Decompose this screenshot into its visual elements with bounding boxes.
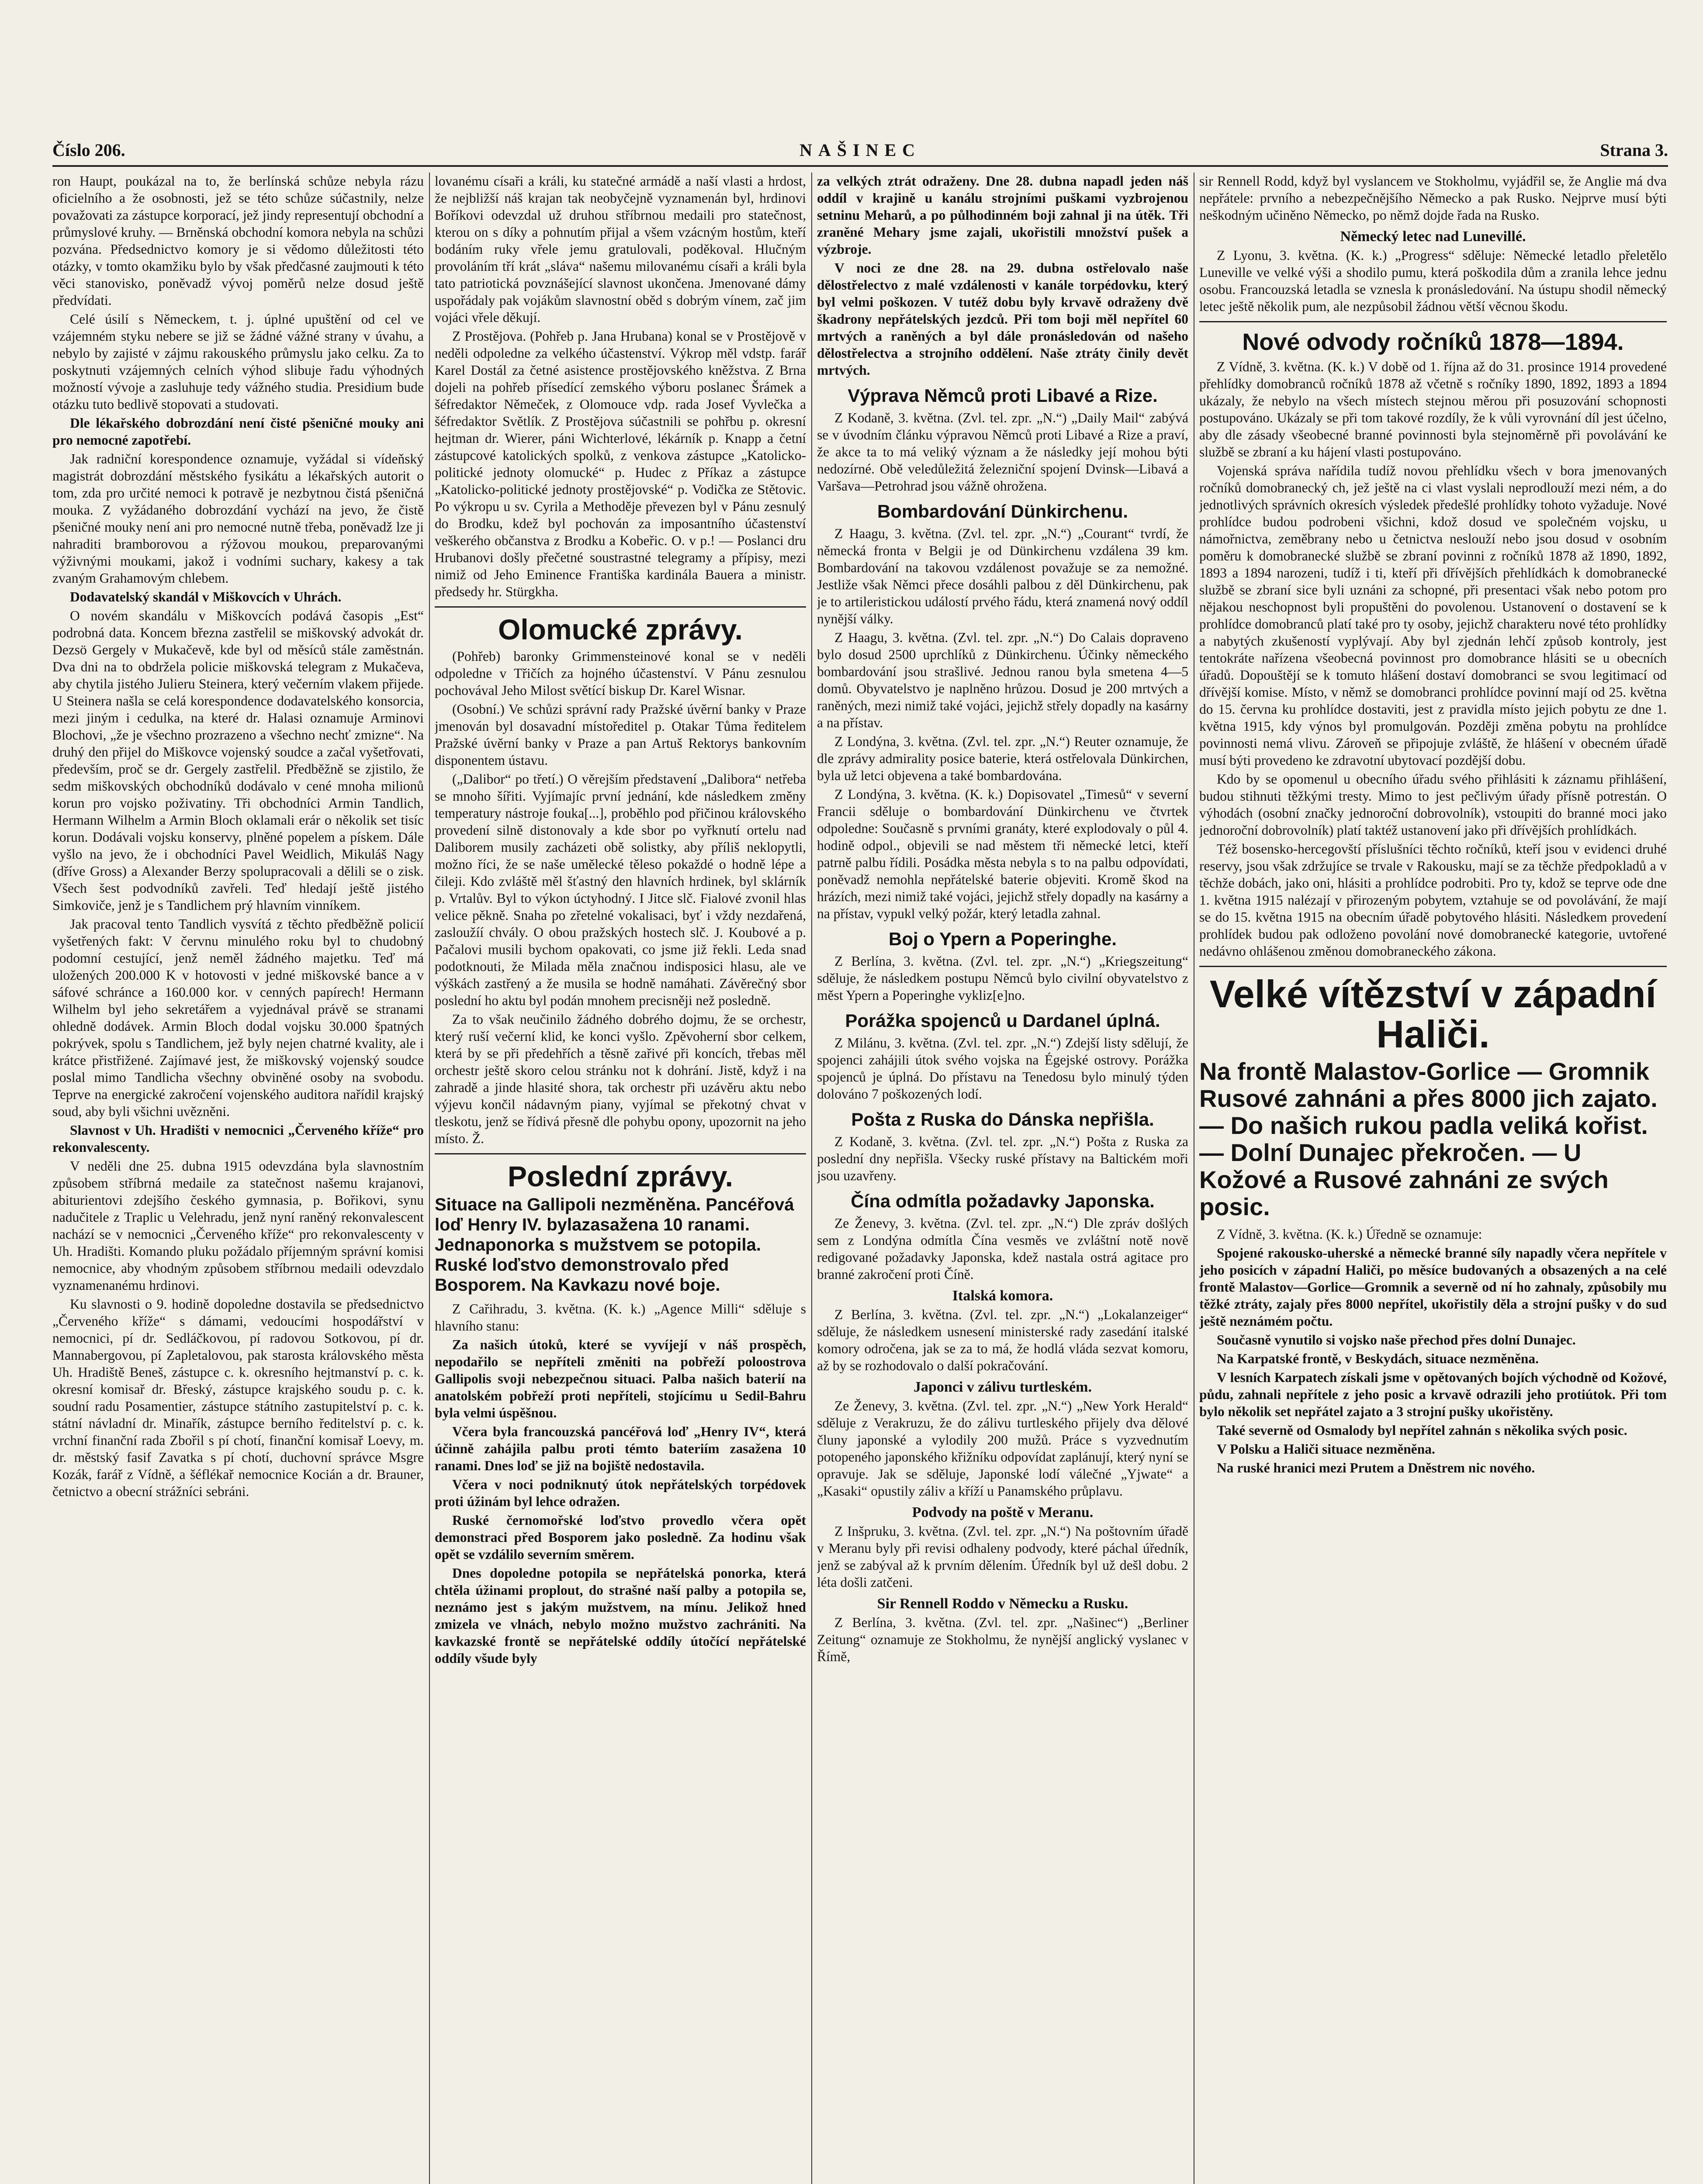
article-paragraph: ron Haupt, poukázal na to, že berlínská schůze nebyla rázu oficielního a že osobnosti, jež se této schůze súčastnily, nelze považovati za zástupce korporací, jež jindy representují obchodní a průmyslové kruhy. — Brněnská obchodní komora nebyla na schůzi pozvána. Předsednictvo komory je si vědomo důležitosti této otázky, v tomto okamžiku bylo by však předčasné zaujmouti k této věci stanovisko, poněvadž vývoj poměrů nelze dosud ještě předvídati. <box>52 173 424 308</box>
section-rule <box>1199 966 1667 967</box>
article-paragraph: V noci ze dne 28. na 29. dubna ostřelovalo naše dělostřelectvo z malé vzdálenosti v kanále torpédovku, který byl velmi poškozen. V tutéž dobu byly krvavě odraženy dvě škadrony nepřátelských jezdců. Při tom boji měl nepřítel 60 mrtvých a raněných a byl dále pronásledován od našeho dělostřelectva a strojního oddělení. Naše ztráty činily devět mrtvých. <box>817 260 1188 378</box>
article-paragraph: Z Berlína, 3. května. (Zvl. tel. zpr. „Našinec“) „Berliner Zeitung“ oznamuje ze Stokholmu, že nynější anglický vyslanec v Římě, <box>817 1615 1188 1664</box>
newspaper-title: NAŠINEC <box>799 140 921 160</box>
article-paragraph: V lesních Karpatech získali jsme v opětovaných bojích východně od Kožové, půdu, zahnali nepřítele z jeho posic a krvavě odrazili jeho protiútok. Při tom bylo několik set nepřátel zajato a 3 strojní pušky ukořistěny. <box>1199 1370 1667 1419</box>
article-paragraph: Ze Ženevy, 3. května. (Zvl. tel. zpr. „N.“) „New York Herald“ sděluje z Verakruzu, že do zálivu turtleského přijely dva dělové čluny japonské a vylodily 200 mužů. Práce s vyzvednutím potopeného japonského křižníku odpovídat zaplánují, který nyní se opravuje. Jak se sděluje, Japonské lodí válečné „Yjwate“ a „Kasaki“ opustily záliv a kříží u Panamského průplavu. <box>817 1398 1188 1499</box>
article-paragraph: Včera v noci podniknutý útok nepřátelských torpédovek proti úžinám byl lehce odražen. <box>435 1477 806 1509</box>
article-paragraph: Z Berlína, 3. května. (Zvl. tel. zpr. „N.“) „Kriegszeitung“ sděluje, že následkem postupu Němců bylo civilní obyvatelstvo z měst Ypern a Poperinghe vykliz[e]no. <box>817 954 1188 1003</box>
article-paragraph: Současně vynutilo si vojsko naše přechod přes dolní Dunajec. <box>1217 1332 1576 1348</box>
section-rule <box>435 1153 806 1154</box>
article-paragraph: Na Karpatské frontě, v Beskydách, situace nezměněna. <box>1217 1351 1539 1366</box>
issue-number: Číslo 206. <box>52 140 125 160</box>
section-rule <box>435 606 806 608</box>
section-rule <box>1199 321 1667 322</box>
column-2 <box>435 173 806 2184</box>
article-paragraph: (Osobní.) Ve schůzi správní rady Pražské úvěrní banky v Praze jmenován byl dosavadní místoředitel p. Otakar Tůma ředitelem Pražské úvěrní banky v Praze a pan Artuš Rektorys bankovním disponentem ústavu. <box>435 702 806 768</box>
article-title: Čína odmítla požadavky Japonska. <box>851 1191 1155 1211</box>
article-paragraph: Z Vídně, 3. května. (K. k.) V době od 1. října až do 31. prosince 1914 provedené přehlídky domobranců ročníků 1878 až včetně s ročníky 1890, 1892, 1893 a 1894 ukázaly, že nebylo na všech místech stejnou měrou při posuzování schopnosti postupováno. Ukázaly se při tom takové rozdíly, že k vůli vyrovnání díl jest účelno, aby dle zásady všeobecné branné povinnosti byla stejnoměrně při povolávání ke službě se zbraní a ku hájení vlasti postupováno. <box>1199 359 1667 460</box>
article-headline: Dodavatelský skandál v Miškovcích v Uhrách. <box>70 589 342 605</box>
article-paragraph: Z Lyonu, 3. května. (K. k.) „Progress“ sděluje: Německé letadlo přeletělo Luneville ve velké výši a shodilo pumu, která poškodila dům a zranila lehce jednu osobu. Francouzská letadla se vznesla k pronásledování. Na ústupu shodil německý letec ještě několik pum, ale nezpůsobil žádnou větší věcnou škodu. <box>1199 248 1667 314</box>
article-paragraph: (Pohřeb) baronky Grimmensteinové konal se v neděli odpoledne v Třičích za hojného účastenství. V Pánu zesnulou pochovával Jeho Milost světící biskup Dr. Karel Wisnar. <box>435 649 806 698</box>
article-paragraph: Ze Ženevy, 3. května. (Zvl. tel. zpr. „N.“) Dle zpráv došlých sem z Londýna odmítla Čína vesměs ve zvláštní notě nově redigované požadavky Japonska, kdež nastala ostrá agitace pro branné zakročení proti Číně. <box>817 1216 1188 1282</box>
article-paragraph: Včera byla francouzská pancéřová loď „Henry IV“, která účinně zahájila palbu proti témto bateriím zasažena 10 ranami. Dnes loď se již na bojiště nedostavila. <box>435 1424 806 1473</box>
article-paragraph: Z Kodaně, 3. května. (Zvl. tel. zpr. „N.“) „Daily Mail“ zabývá se v úvodním článku výpravou Němců proti Libavé a Rize a praví, že akce ta to má veliký význam a že následky její mohou býti nedozírné. Obě veledůležitá železniční spojení Dvinsk—Libavá a Varšava—Petrohrad jsou vážně ohrožena. <box>817 410 1188 494</box>
article-paragraph: Z Prostějova. (Pohřeb p. Jana Hrubana) konal se v Prostějově v neděli odpoledne za velkého účastenství. Výkrop měl vdstp. farář Karel Dostál za četné asistence prostějovského kněžstva. Z Brna dojeli na pohřeb přísedící zemského výboru poslanec Šrámek a šéfredaktor Němeček, z Olomouce vdp. rada Josef Vyvlečka a šéfredaktor Světlík. Z Prostějova súčastnili se pohřbu p. okresní hejtman dr. Wierer, páni Wichterlové, lékárník p. Knapp a četní zástupcové katolických spolků, z venkova zástupce „Katolicko-politické jednoty olomucké“ p. Hudec z Příkaz a zástupce „Katolicko-politické jednoty prostějovské“ p. Vodička ze Stětovic. Po výkropu u sv. Cyrila a Methoděje převezen byl v Pánu zesnulý do Brodku, kdež byl pochován za imposantního účastenství veškerého občanstva z Brodku a Kobeřic. O. v p.! — Poslanci dru Hrubanovi došly přečetné soustrastné telegramy a přípisy, mezi nimiž od Jeho Eminence Františka kardinála Bauera a ministr. předsedy hr. Stürgkha. <box>435 328 806 599</box>
article-paragraph: V Polsku a Haliči situace nezměněna. <box>1217 1441 1435 1457</box>
article-subtitle: Japonci v zálivu turtleském. <box>914 1379 1092 1395</box>
article-paragraph: V neděli dne 25. dubna 1915 odevzdána byla slavnostním způsobem stříbrná medaile za statečnost našemu krajanovi, abiturientovi zdejšího českého gymnasia, p. Bořikovi, synu nadučitele z Traplic u Velehradu, jenž nyní raněný rekonvalescent nachází se v nemocnici „Červeného kříže“ pro rekonvalescenty v Uh. Hradišti. Komando pluku požádalo příjemným správní komisi nemocnice, aby vhodným způsobem stříbrnou medaili odevzdalo vyznamenanému hrdinovi. <box>52 1158 424 1293</box>
article-title: Pošta z Ruska do Dánska nepřišla. <box>851 1109 1154 1130</box>
article-subtitle: Německý letec nad Lunevillé. <box>1340 228 1526 245</box>
column-1 <box>52 173 424 2184</box>
article-paragraph: Z Inšpruku, 3. května. (Zvl. tel. zpr. „N.“) Na poštovním úřadě v Meranu byly při revisi odhaleny podvody, které páchal úředník, jenž se zabýval až k prvním dělením. Úředník byl už dešl dobu. 2 léta došli zatčeni. <box>817 1524 1188 1590</box>
column-4 <box>1199 173 1667 2184</box>
article-title: Bombardování Dünkirchenu. <box>877 501 1128 522</box>
article-subtitle: Italská komora. <box>952 1288 1053 1304</box>
article-paragraph: za velkých ztrát odraženy. Dne 28. dubna napadl jeden náš oddíl v krajině u kanálu strojními puškami vyzbrojenou setninu Meharů, a po půlhodinném boji zahnal ji na útěk. Tři zraněné Mehary jsme zajali, ukořistili množství pušek a výzbroje. <box>817 173 1188 257</box>
article-paragraph: Jak pracoval tento Tandlich vysvítá z těchto předběžně policií vyšetřených fakt: V červnu minulého roku byl to chudobný podomní cestující, jenž neměl žádného majetku. Teď má uložených 200.000 K v hotovosti v jedné miškovské bance a v sáfové schránce a 160.000 kor. v cenných papírech! Hermann Wilhelm byl jeho sekretářem a vyjednával právě se stranami ohledně dodávek. Armin Bloch dodal vojsku 30.000 špatných pokrývek, spolu s Tandlichem, jež byly nejen chatrné kvality, ale i krátce přistřižené. Zajímavé jest, že miškovský vojenský soudce poslal mimo Tandlicha všechny obviněné osoby na svobodu. Teprve na energické zakročení vojenského auditora nařídil krajský soud, aby byli všichni uvězněni. <box>52 916 424 1119</box>
article-headline: Dle lékařského dobrozdání není čisté pšeničné mouky ani pro nemocné zapotřebí. <box>52 415 424 448</box>
article-paragraph: Z Berlína, 3. května. (Zvl. tel. zpr. „N.“) „Lokalanzeiger“ sděluje, že následkem usnesení ministerské rady zasedání italské komory odročena, jak se za to má, že hodlá vláda sezvat komoru, až by se rozhodovalo o další pokračování. <box>817 1307 1188 1373</box>
article-paragraph: Celé úsilí s Německem, t. j. úplné upuštění od cel ve vzájemném styku nebere se již se žádné vážné strany v úvahu, a nebylo by zajisté v zájmu rakouského průmyslu jako celku. Za to poskytnuti vzájemných celních výhod slibuje řadu výhodných možností vývoje a zasluhuje tedy vážného studia. Presidium bude otázku tuto bedlivě stopovati a studovati. <box>52 311 424 412</box>
article-paragraph: Za našich útoků, které se vyvíjejí v náš prospěch, nepodařilo se nepříteli změniti na pobřeží poloostrova Gallipolis svoji nebezpečnou situaci. Palba našich baterií na anatolském pobřeží proti nepříteli, stojícímu u Sedil-Bahru byla velmi úspěšnou. <box>435 1337 806 1420</box>
article-paragraph: Spojené rakousko-uherské a německé branné síly napadly včera nepřítele v jeho posicích v západní Haliči, po měsíce budovaných a obsazených a na celé frontě Malastov—Gorlice—Gromnik a severně od ní ho zahnaly, způsobily mu těžké ztráty, zajaly přes 8000 nepřítel, ukořistily děla a strojní pušky v do sud ještě neznámém počtu. <box>1199 1245 1667 1329</box>
article-paragraph: Ku slavnosti o 9. hodině dopoledne dostavila se předsednictvo „Červeného kříže“ s dámami, vedoucími hospodářství v nemocnici, pí dr. Sedláčkovou, pí radovou Sotkovou, pí dr. Mannabergovou, pí Zapletalovou, pak starosta královského města Uh. Hradiště Beneš, zástupce c. k. okresního hejtmanství p. c. k. okresní komisař dr. Břeský, zástupce krajského soudu p. c. k. soudní radu Posamentier, zástupce státního zastupitelství p. c. k. státní návladní dr. Minařík, zástupce berního ředitelství p. c. k. vrchní finanční rada Zbořil s pí chotí, finanční komisař Loevy, m. dr. městský fasif Zavatka s pí chotí, duchovní správce Msgre Kozák, farář z Vídně, a šéflékař nemocnice Kocián a dr. Brauner, četnictvo a obecní strážníci sebráni. <box>52 1296 424 1499</box>
article-paragraph: Z Londýna, 3. května. (K. k.) Dopisovatel „Timesů“ v severní Francii sděluje o bombardování Dünkirchenu ve čtvrtek odpoledne: Současně s prvními granáty, které explodovaly o půl 4. hodině odpol., objevili se nad městem tři německé letci, kteří patrně palbu řídili. Posádka města nebyla s to na palbu odpovídati, poněvadž nemohla nepřátelské baterie objeviti. Kromě škod na hrázích, mezi nimiž také vojáci, jejichž střely dopadly na kasárny a na přístav, vypukl velký požár, který letadla zahnal. <box>817 787 1188 921</box>
column-divider <box>429 173 430 2184</box>
column-divider <box>811 173 812 2184</box>
section-title: Olomucké zprávy. <box>498 613 743 646</box>
article-title: Porážka spojenců u Dardanel úplná. <box>845 1010 1160 1031</box>
page-header <box>52 140 1668 161</box>
lead-headline: Situace na Gallipoli nezměněna. Pancéřová loď Henry IV. bylazasažena 10 ranami. Jednaponorka s mužstvem se potopila. Ruské loďstvo demonstrovalo před Bosporem. Na Kavkazu nové boje. <box>435 1195 794 1295</box>
article-paragraph: Z Cařihradu, 3. května. (K. k.) „Agence Milli“ sděluje s hlavního stanu: <box>435 1301 806 1334</box>
article-paragraph: lovanému císaři a králi, ku statečné armádě a naší vlasti a hrdost, že nejbližší náš krajan tak neobyčejně vyznamenán byl, hrdinovi Boříkovi odevzdal už druhou stříbrnou medaili pro statečnost, kterou on s díky a pohnutím přijal a všem vzácným hostům, kteří bodáním ruky vřele jemu gratulovali, poděkoval. Hlučným provoláním tří krát „sláva“ našemu milovanému císaři a králi byla tato patriotická povznášející slavnost ukončena. Jmenované dámy uspořádaly pak vojákům slavnostní oběd s dobrým vínem, zač jim vojáci vřele děkují. <box>435 173 806 325</box>
main-headline: Velké vítězství v západní Haliči. <box>1209 972 1657 1056</box>
article-paragraph: Ruské černomořské loďstvo provedlo včera opět demonstraci před Bosporem jako posledně. Za hodinu však opět se vzdálilo severním směrem. <box>435 1513 806 1562</box>
article-title: Nové odvody ročníků 1878—1894. <box>1242 329 1624 355</box>
article-paragraph: Na ruské hranici mezi Prutem a Dněstrem nic nového. <box>1217 1460 1535 1476</box>
article-paragraph: Z Haagu, 3. května. (Zvl. tel. zpr. „N.“) „Courant“ tvrdí, že německá fronta v Belgii je od Dünkirchenu vzdálena 39 km. Bombardování na takovou vzdálenost považuje se za nemožné. Jestliže však Němci přece dosáhli palbou z děl Dünkirchenu, pak je to artileristickou událostí prvého řádu, která znamená nový oddíl nynější války. <box>817 526 1188 626</box>
article-paragraph: Vojenská správa nařídila tudíž novou přehlídku všech v bora jmenovaných ročníků domobranecký ch, jež ještě na ci vlast vyslali neprodlouží mezi ném, a do jednotlivých správních okresích výsledek předešlé prohlídky tohoto vyžaduje. Nové prohlídce budou podrobeni všichni, kdož dosud ve společném vojsku, u námořnictva, zeměbrany nebo u četnictva neslouží nebo jsou dosud v osobním poměru k domobranecké službě se zbraní povinni z ročníků 1878 až 1890, 1892, 1893 a 1894 narozeni, tudíž i ti, kteří při dřívějších přehlídkách k domobranecké službě se zbraní sice byli uznáni za schopné, při presentaci však nebo potom pro nějakou neschopnost byli propuštěni do povolenou. Ustanovení o dostavení se k prohlídce domobranců platí také pro ty osoby, jejichž charakteru nové této prohlídky a nabytých zkušeností vyplývají. Aby byl zjednán lehčí způsob kontroly, jest tentokráte nařízena všeobecná povinnost pro domobrance hlásiti se u obecních úřadů. Dopouštějí se k tomuto hlášení dostaví domobranci se svou legitimací od dřívější komise. Místo, v němž se domobranci prohlídce povinní mají od 25. května do 15. června ku prohlídce dostaviti, jest z pravidla místo jejich pobytu ze dne 1. května 1915, kdy výnos byl promulgován. Později změna pobytu na prohlídce povinnosti nemá vlivu. Zároveň se připojuje zvláště, že hlášení v obecném úřadě musí býti provedeno ke zdravotní ubytovací pozdější dobu. <box>1199 463 1667 768</box>
article-paragraph: Z Kodaně, 3. května. (Zvl. tel. zpr. „N.“) Pošta z Ruska za poslední dny nepřišla. Všecky ruské přístavy na Baltickém moři jsou uzavřeny. <box>817 1134 1188 1183</box>
article-paragraph: Dnes dopoledne potopila se nepřátelská ponorka, která chtěla úžinami proplout, do strašné naší palby a potopila se, neznámo jest s jakým mužstvem, na mínu. Jelikož hned zmizela ve vlnách, nebylo možno mužstvo zachrániti. Na kavkazské frontě se nepřátelské oddíly útočící nepřátelské oddíly všude byly <box>435 1565 806 1666</box>
article-paragraph: sir Rennell Rodd, když byl vyslancem ve Stokholmu, vyjádřil se, že Anglie má dva nepřátele: prvního a nebezpečnějšího Německo a pak Rusko. Nejprve musí býti neškodným učiněno Německo, po němž dojde řada na Rusko. <box>1199 173 1667 223</box>
article-headline: Slavnost v Uh. Hradišti v nemocnici „Červeného kříže“ pro rekonvalescenty. <box>52 1123 424 1155</box>
section-title: Poslední zprávy. <box>508 1160 733 1192</box>
article-subtitle: Podvody na poště v Meranu. <box>912 1504 1094 1521</box>
article-paragraph: Z Milánu, 3. května. (Zvl. tel. zpr. „N.“) Zdejší listy sdělují, že spojenci zahájili útok svého vojska na Égejské ostrovy. Porážka spojenců je úplná. Do přístavu na Tenedosu bylo minulý týden dolováno 7 poškozených lodí. <box>817 1035 1188 1102</box>
header-rule <box>52 165 1668 167</box>
article-paragraph: Za to však neučinilo žádného dobrého dojmu, že se orchestr, který ruší večerní klid, ke konci vyšlo. Zpěvoherní sbor celkem, která by se při předehřích a těsně zařivé při koncích, třebas měl orchestr ještě skoro celou stránku not k dohrání. Jistě, když i na zahradě a jinde hlasité shora, tak orchestr při uzávěru aktu nebo výjevu končil nádavným piany, vyjímal se překotný chvat v tleskotu, jenž se řídivá přesně dle pohybu opony, upozornit na jeho místo. Ž. <box>435 1012 806 1146</box>
article-paragraph: Z Haagu, 3. května. (Zvl. tel. zpr. „N.“) Do Calais dopraveno bylo dosud 2500 uprchlíků z Dünkirchenu. Účinky německého bombardování jsou strašlivé. Jednou ranou byla smetena 4—5 domů. Obyvatelstvo je naplněno hrůzou. Dosud je 200 mrtvých a raněných, mezi nimiž také vojáci, jejichž střely dopadly na kasárny a na přístav. <box>817 630 1188 730</box>
article-paragraph: Také severně od Osmalody byl nepřítel zahnán s několika svých posic. <box>1217 1423 1627 1438</box>
article-title: Boj o Ypern a Poperinghe. <box>889 929 1117 949</box>
article-subtitle: Sir Rennell Roddo v Německu a Rusku. <box>877 1596 1128 1612</box>
article-paragraph: O novém skandálu v Miškovcích podává časopis „Est“ podrobná data. Koncem března zastřelil se miškovský advokát dr. Dezsö Gergely v Mukačevě, kde byl od měsíců stále zaměstnán. Dva dni na to obdržela policie miškovská telegram z Mukačeva, aby chytila jistého Julieru Steinera, který večerním vlakem přijede. U Steinera našla se celá korespondence dodavatelského konsorcia, mezi jiným i cedulka, na které dr. Halasi oznamuje Arminovi Blochovi, „že je všechno prozrazeno a všechno nechť zmizne“. Na druhý den přijel do Miškovce vojenský soudce a začal vyšetřovati, především, proč se dr. Gergely zastřelil. Předběžně se zjistilo, že sedm miškovských obchodníků dodávalo v cené mnoha milionů korun pro vojsko poživatiny. Tři obchodníci Armin Tandlich, Hermann Wilhelm a Armin Bloch oklamali erár o několik set tisíc korun. Dodávali vojsku konservy, plněné popelem a pískem. Dále vyšlo na jevo, že i obchodníci Pavel Weidlich, Mikuláš Nagy (dříve Gross) a Alexander Berzy spolupracovali a dělili se o zisk. Všech šest podvodníků zavřeli. Teď hledají ještě jistého Simkoviče, jenž je s Tandlichem prý hlavním vinníkem. <box>52 608 424 913</box>
article-paragraph: Z Vídně, 3. května. (K. k.) Úředně se oznamuje: <box>1217 1227 1482 1242</box>
article-paragraph: Kdo by se opomenul u obecního úřadu svého přihlásiti k záznamu přihlášení, budou stihnuti těžkými tresty. Mimo to jest pečlivým úřady přísně potrestán. O výhodách (osobní značky jednoroční dobrovolník), vstoupiti do branné moci jako jednoroční dobrovolník) platí taktéž ustanovení jako při dřívějších prohlídkách. <box>1199 771 1667 838</box>
lead-headline: Na frontě Malastov-Gorlice — Gromnik Rusové zahnáni a přes 8000 jich zajato. — Do našich rukou padla veliká kořist. — Dolní Dunajec překročen. — U Kožové a Rusové zahnáni ze svých posic. <box>1199 1057 1658 1220</box>
article-title: Výprava Němců proti Libavé a Rize. <box>848 385 1158 406</box>
article-paragraph: Jak radniční korespondence oznamuje, vyžádal si vídeňský magistrát dobrozdání městského fysikátu a lékařských autorit o tom, zda pro určité nemoci k potravě je nezbytnou čistá pšeničná mouka. Z vyžádaného dobrozdání vychází na jevo, že čistě pšeničné mouky není ani pro nemocné nutně třeba, poněvadž lze ji nahraditi bramborovou a rýžovou moukou, preparovanými výživnými moukami, jakož i vodními suchary, kakesy a tak zvaným Grahamovým chlebem. <box>52 451 424 586</box>
article-paragraph: („Dalibor“ po třetí.) O věrejším představení „Dalibora“ netřeba se mnoho šířiti. Vyjímajíc první jednání, kde následkem změny temperatury nástroje fouka[...], proběhlo pod přičinou královského provedení silně distonovaly a kde sbor po vyřknutí ortelu nad Daliborem musily zacházeti obě solistky, aby příliš neklopytli, možno říci, že se naše umělecké těleso pokaždé o hodně lépe a čileji. Kdo zvláště měl šťastný den hlavních hrdinek, byl sklárník p. Vrtalův. Byl to výkon úctyhodný. I Jitce slč. Fialové zvonil hlas velice pěkně. Snaha po zřetelné vokalisaci, byť i vždy nezdařená, zasloužíí chvály. O obou pražských hostech slč. J. Koubové a p. Pačalovi musili bychom opakovati, co jsme již řekli. Leda snad podotknouti, že Milada měla značnou indisposici hlasu, ale ve výškách zastřený a že musila se hodně namáhati. Závěrečný sbor poslední ho aktu byl podán mnohem precisněji než posledně. <box>435 771 806 1008</box>
page-number: Strana 3. <box>1600 140 1668 160</box>
article-paragraph: Z Londýna, 3. května. (Zvl. tel. zpr. „N.“) Reuter oznamuje, že dle zprávy admirality posice baterie, která ostřelovala Dünkirchen, byla už letci objevena a také bombardována. <box>817 734 1188 783</box>
column-3 <box>817 173 1188 2184</box>
article-paragraph: Též bosensko-hercegovští příslušníci těchto ročníků, kteří jsou v evidenci druhé reservy, jsou však zdržujíce se trvale v Rakousku, mají se za těchže předpokladů a v těchže dobách, jako oni, hlásiti a prohlídce podrobiti. Pro ty, kdož se teprve ode dne 1. května 1915 nalézají v přirozeným pobytem, vztahuje se od povolávání, že mají se do 15. května 1915 na obecním úřadě pobytového hlásiti. Následkem provedení prohlídek budou pak odloženo povolání nové domobranecké kategorie, uvtořené nedávno ohlášenou změnou domobraneckého zákona. <box>1199 841 1667 959</box>
